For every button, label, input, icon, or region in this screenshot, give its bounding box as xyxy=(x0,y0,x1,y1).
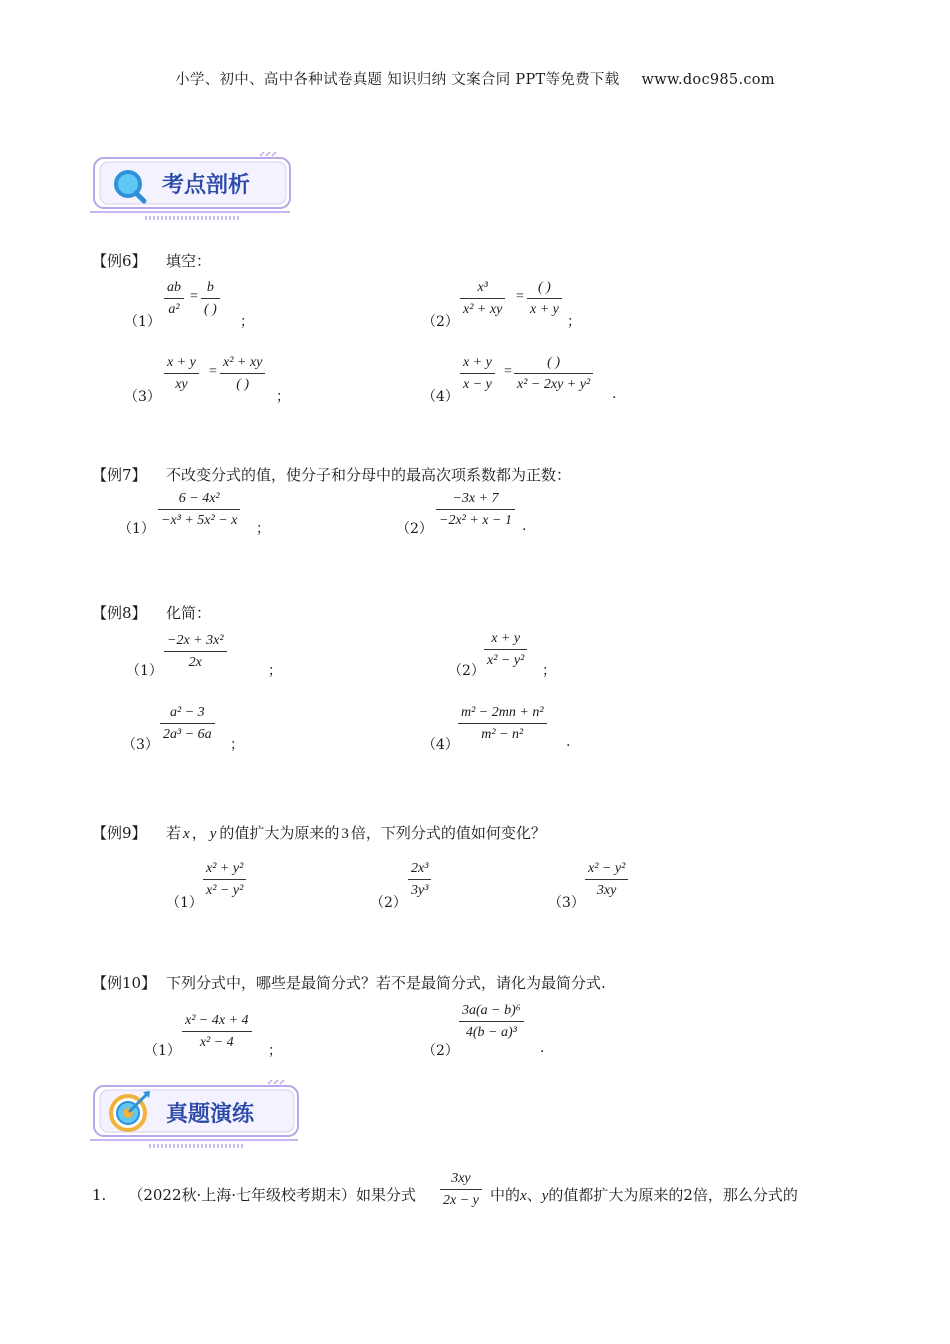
punctuation: . xyxy=(612,386,617,402)
section-banner-practice xyxy=(90,1080,310,1152)
denominator: a² xyxy=(168,302,180,317)
section-banner-analysis xyxy=(90,152,300,222)
fraction xyxy=(514,354,593,394)
denominator: x² − y² xyxy=(487,653,525,668)
denominator: x² − 4 xyxy=(199,1035,234,1050)
item-index: （3） xyxy=(124,389,161,405)
item-index: （1） xyxy=(144,1043,181,1059)
example-label: 【例10】 xyxy=(92,974,157,992)
denominator: 3y³ xyxy=(411,883,429,898)
fraction xyxy=(220,354,265,394)
example-label: 【例9】 xyxy=(92,824,147,842)
example-prompt: 填空： xyxy=(166,252,212,270)
example-prompt: 下列分式中，哪些是最简分式？若不是最简分式，请化为最简分式. xyxy=(166,974,606,992)
fraction xyxy=(164,279,184,319)
numerator: x³ xyxy=(477,280,488,295)
numerator: 3a(a − b)⁶ xyxy=(462,1003,521,1018)
fraction xyxy=(458,704,547,744)
fraction xyxy=(460,279,505,319)
question-1 xyxy=(92,1184,416,1205)
separator: 、 xyxy=(526,1186,542,1204)
denominator: 4(b − a)³ xyxy=(465,1025,517,1040)
fraction xyxy=(201,279,220,319)
fraction xyxy=(440,1170,482,1210)
item-index: （1） xyxy=(124,314,161,330)
punctuation: ； xyxy=(567,314,581,330)
punctuation: ； xyxy=(268,663,282,679)
numerator: ab xyxy=(167,280,181,295)
item-index: （2） xyxy=(422,1043,459,1059)
punctuation: ； xyxy=(276,389,290,405)
item-index: （2） xyxy=(396,521,433,537)
fraction xyxy=(459,1002,524,1042)
section-title: 考点剖析 xyxy=(162,173,251,198)
punctuation: . xyxy=(540,1040,545,1056)
prompt-text: 倍，下列分式的值如何变化？ xyxy=(350,824,546,842)
punctuation: ； xyxy=(542,663,556,679)
example-prompt: 不改变分式的值，使分子和分母中的最高次项系数都为正数： xyxy=(166,466,572,484)
denominator: x − y xyxy=(463,377,492,392)
example-label: 【例8】 xyxy=(92,604,147,622)
numerator: x² − y² xyxy=(588,861,626,876)
denominator: x² − 2xy + y² xyxy=(517,377,591,392)
fraction xyxy=(164,632,227,672)
example-prompt: 化简： xyxy=(166,604,212,622)
denominator-blank: ( ) xyxy=(236,377,250,392)
numerator: x + y xyxy=(463,355,492,370)
punctuation: ； xyxy=(230,737,244,753)
fraction xyxy=(408,860,431,900)
section-title: 真题演练 xyxy=(166,1102,255,1127)
item-index: （2） xyxy=(422,314,459,330)
numerator: 2x³ xyxy=(411,861,429,876)
numerator: x² + y² xyxy=(206,861,244,876)
denominator: x + y xyxy=(530,302,559,317)
denominator: −2x² + x − 1 xyxy=(439,513,512,528)
item-index: （4） xyxy=(422,737,459,753)
equals-sign: = xyxy=(209,364,217,379)
punctuation: ； xyxy=(256,521,270,537)
prompt-text: 的值扩大为原来的 xyxy=(219,824,340,842)
item-index: （1） xyxy=(126,663,163,679)
var-x: x xyxy=(520,1188,527,1204)
prompt-comma: ， xyxy=(191,824,207,842)
numerator: x² − 4x + 4 xyxy=(185,1013,249,1028)
question-source: （2022秋·上海·七年级校考期末）如果分式 xyxy=(128,1186,417,1204)
denominator: xy xyxy=(175,377,188,392)
fraction xyxy=(164,354,199,394)
denominator: 3xy xyxy=(596,883,617,898)
example-label: 【例7】 xyxy=(92,466,147,484)
fraction xyxy=(160,704,215,744)
question-text-part: 的值都扩大为原来的2倍，那么分式的 xyxy=(548,1186,798,1204)
fraction xyxy=(203,860,246,900)
question-number: 1. xyxy=(92,1186,107,1204)
numerator: x + y xyxy=(491,631,521,646)
denominator: 2x xyxy=(188,655,202,670)
fraction xyxy=(182,1012,252,1052)
denominator: 2x − y xyxy=(443,1193,479,1208)
numerator-blank: ( ) xyxy=(547,355,560,370)
denominator: x² − y² xyxy=(206,883,244,898)
fraction xyxy=(585,860,628,900)
punctuation: . xyxy=(566,734,571,750)
item-index: （3） xyxy=(122,737,159,753)
equals-sign: = xyxy=(190,289,198,304)
example-label: 【例6】 xyxy=(92,252,147,270)
numerator: −3x + 7 xyxy=(452,491,499,506)
question-text xyxy=(490,1184,798,1205)
item-index: （2） xyxy=(448,663,485,679)
prompt-text: 若 xyxy=(166,824,182,842)
numerator: b xyxy=(206,280,214,295)
denominator: m² − n² xyxy=(481,727,524,742)
denominator: −x³ + 5x² − x xyxy=(161,513,238,528)
numerator: x² + xy xyxy=(223,355,263,370)
page-header xyxy=(0,68,950,89)
item-index: （1） xyxy=(166,895,203,911)
question-text-part: 中的 xyxy=(490,1186,521,1204)
numerator: a² − 3 xyxy=(170,705,205,720)
item-index: （3） xyxy=(548,895,585,911)
example-prompt xyxy=(166,822,546,843)
equals-sign: = xyxy=(516,289,524,304)
fraction xyxy=(527,279,562,319)
numerator: 6 − 4x² xyxy=(178,491,220,506)
punctuation: . xyxy=(522,518,527,534)
item-index: （1） xyxy=(118,521,155,537)
denominator-blank: ( ) xyxy=(204,302,217,317)
punctuation: ； xyxy=(240,314,254,330)
numerator: x + y xyxy=(167,355,196,370)
header-url[interactable]: www.doc985.com xyxy=(641,72,775,88)
equals-sign: = xyxy=(504,364,512,379)
numerator: m² − 2mn + n² xyxy=(461,705,544,720)
fraction xyxy=(460,354,495,394)
item-index: （2） xyxy=(370,895,407,911)
denominator: 2a³ − 6a xyxy=(163,727,212,742)
punctuation: ； xyxy=(268,1043,282,1059)
header-text: 小学、初中、高中各种试卷真题 知识归纳 文案合同 PPT等免费下载 xyxy=(175,72,620,88)
fraction xyxy=(158,490,240,530)
var-y: y xyxy=(209,826,217,842)
denominator: x² + xy xyxy=(463,302,503,317)
fraction xyxy=(436,490,515,530)
numerator: −2x + 3x² xyxy=(167,633,224,648)
numerator-blank: ( ) xyxy=(538,280,551,295)
numerator: 3xy xyxy=(451,1171,471,1186)
number-three: 3 xyxy=(341,826,349,842)
var-x: x xyxy=(183,826,190,842)
item-index: （4） xyxy=(422,389,459,405)
fraction xyxy=(484,630,527,670)
var-y: y xyxy=(541,1188,549,1204)
